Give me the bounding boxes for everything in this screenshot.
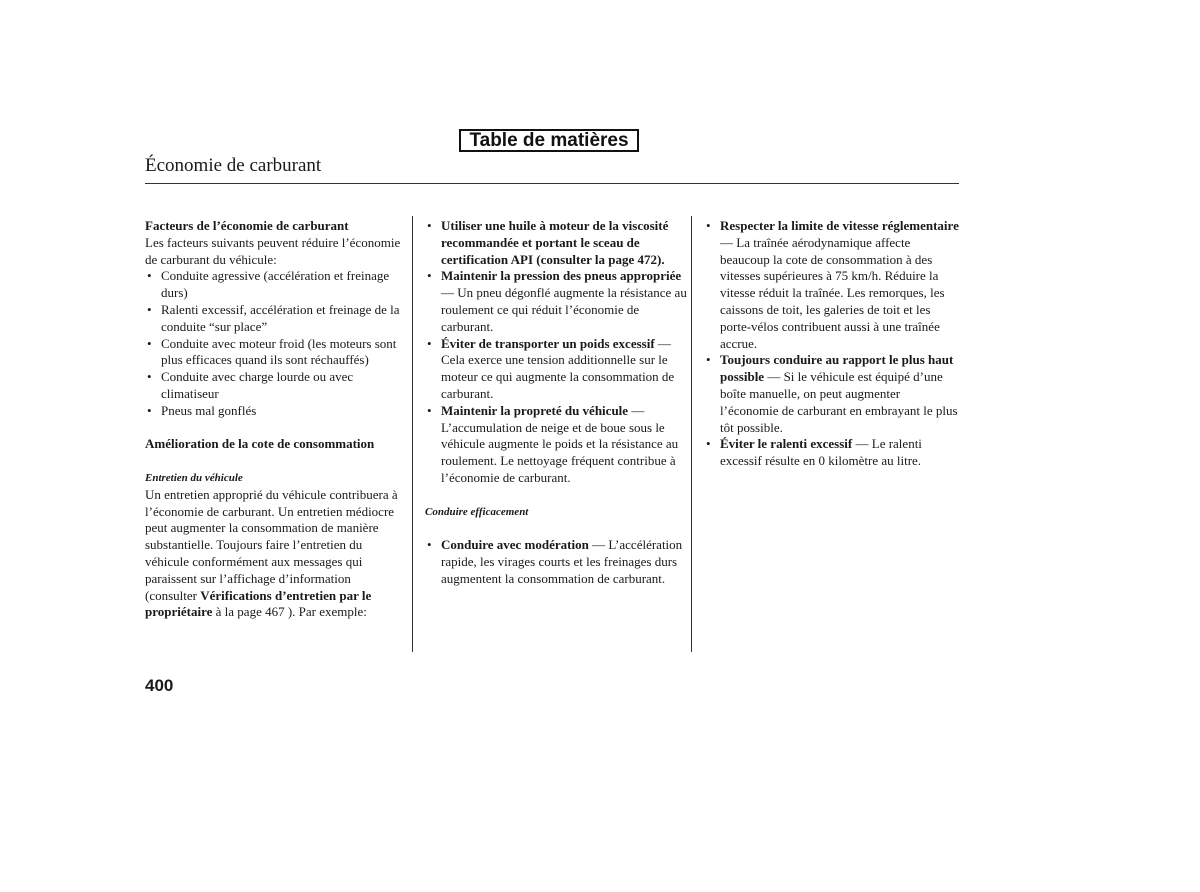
tip-text: — Un pneu dégonflé augmente la résistance au roulement ce qui réduit l’économie de carburant. bbox=[441, 285, 687, 334]
page-number: 400 bbox=[145, 676, 174, 695]
maintenance-reference-link[interactable]: Vérifications d’entretien par le propriétaire bbox=[145, 587, 372, 620]
tip-title: Conduire avec modération bbox=[441, 537, 589, 553]
column-1 bbox=[145, 218, 405, 621]
subheading-maintenance: Entretien du véhicule bbox=[145, 471, 243, 484]
tip-text: — Cela exerce une tension additionnelle sur le moteur ce qui augmente la consommation de carburant. bbox=[441, 335, 675, 401]
maintenance-paragraph bbox=[145, 487, 405, 621]
title-divider bbox=[145, 183, 959, 184]
column-divider-1 bbox=[412, 216, 413, 652]
section-heading-improvement: Amélioration de la cote de consommation bbox=[145, 436, 375, 452]
list-item bbox=[704, 218, 960, 352]
list-item: • Conduite avec charge lourde ou avec climatiseur bbox=[145, 369, 405, 403]
tip-text: — La traînée aérodynamique affecte beaucoup la cote de consommation à des vitesses supérieures à 75 km/h. Réduire la vitesse réduit la traînée. Les remorques, les caissons de toit, les galeries de toit et les porte-vélos contribuent aussi à une traînée accrue. bbox=[720, 234, 945, 351]
list-item: • Conduite avec moteur froid (les moteurs sont plus efficaces quand ils sont réchauffés) bbox=[145, 336, 405, 370]
tip-title: Respecter la limite de vitesse réglementaire bbox=[720, 218, 959, 233]
list-item bbox=[704, 352, 960, 436]
subheading-driving: Conduire efficacement bbox=[425, 505, 529, 518]
page-title: Économie de carburant bbox=[145, 155, 322, 176]
column-3 bbox=[704, 218, 960, 470]
driving-tips-list bbox=[425, 537, 687, 587]
tip-title: Éviter le ralenti excessif bbox=[720, 436, 853, 452]
tip-title: Toujours conduire au rapport le plus haut possible bbox=[720, 352, 954, 385]
tip-text: — Le ralenti excessif résulte en 0 kilomètre au litre. bbox=[720, 436, 922, 469]
factors-intro: Les facteurs suivants peuvent réduire l’économie de carburant du véhicule: bbox=[145, 234, 401, 267]
list-item bbox=[425, 336, 687, 403]
list-item bbox=[425, 268, 687, 335]
tip-text: — L’accumulation de neige et de boue sous le véhicule augmente le poids et la résistance au roulement. Le nettoyage fréquent contribue à l’économie de carburant. bbox=[441, 402, 679, 485]
tip-text: — L’accélération rapide, les virages courts et les freinages durs augmentent la consommation de carburant. bbox=[441, 537, 683, 586]
tip-title: Utiliser une huile à moteur de la viscosité recommandée et portant le sceau de certification API (consulter la page 472). bbox=[441, 218, 669, 267]
list-item bbox=[704, 436, 960, 470]
maintenance-tips-list bbox=[425, 218, 687, 487]
list-item bbox=[425, 403, 687, 487]
list-item bbox=[425, 218, 687, 268]
driving-tips-list-continued bbox=[704, 218, 960, 470]
tip-title: Maintenir la propreté du véhicule bbox=[441, 402, 629, 418]
section-heading-factors: Facteurs de l’économie de carburant bbox=[145, 218, 349, 233]
list-item: • Conduite agressive (accélération et freinage durs) bbox=[145, 268, 405, 302]
factors-list bbox=[145, 268, 405, 419]
tip-text: — Si le véhicule est équipé d’une boîte manuelle, on peut augmenter l’économie de carburant en embrayant le plus tôt possible. bbox=[720, 369, 958, 435]
table-of-contents-button[interactable]: Table de matières bbox=[459, 129, 639, 152]
column-divider-2 bbox=[691, 216, 692, 652]
list-item: • Ralenti excessif, accélération et freinage de la conduite “sur place” bbox=[145, 302, 405, 336]
tip-title: Maintenir la pression des pneus appropriée bbox=[441, 268, 682, 284]
maintenance-text-start: Un entretien approprié du véhicule contribuera à l’économie de carburant. Un entretien médiocre peut augmenter la consommation de manière substantielle. Toujours faire l’entretien du véhicule conformément aux messages qui paraissent sur l’affichage d’information (consulter bbox=[145, 486, 398, 603]
tip-title: Éviter de transporter un poids excessif bbox=[441, 335, 655, 351]
column-2 bbox=[425, 218, 687, 588]
maintenance-text-end: à la page 467 ). Par exemple: bbox=[212, 604, 367, 620]
list-item: • Pneus mal gonflés bbox=[145, 403, 405, 420]
list-item bbox=[425, 537, 687, 587]
